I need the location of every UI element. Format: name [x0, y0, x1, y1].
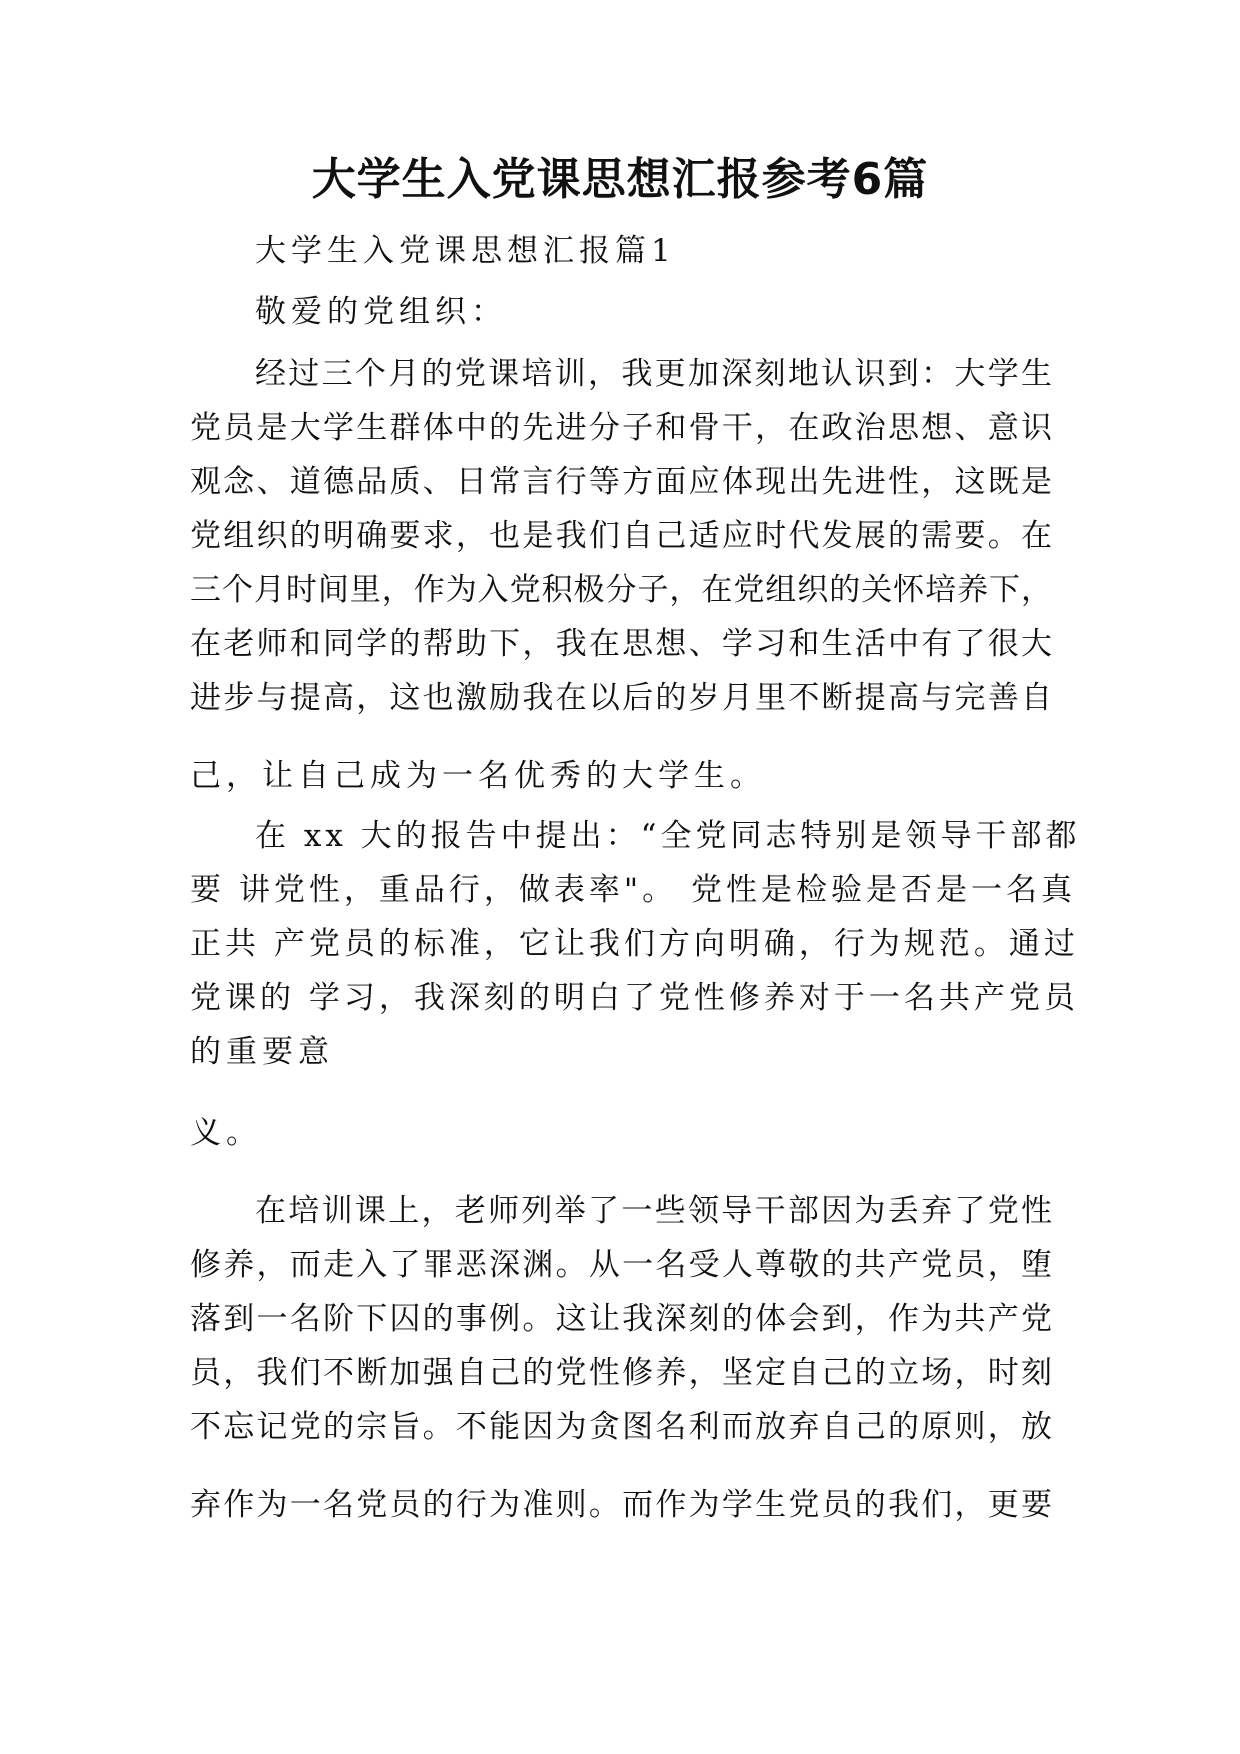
- paragraph-1-line: 三个月时间里，作为入党积极分子，在党组织的关怀培养下，: [190, 572, 1052, 608]
- salutation: 敬爱的党组织：: [255, 294, 507, 330]
- paragraph-1-line: 党员是大学生群体中的先进分子和骨干，在政治思想、意识: [190, 410, 1052, 446]
- paragraph-1-line: 进步与提高，这也激励我在以后的岁月里不断提高与完善自: [190, 680, 1052, 716]
- paragraph-3-line: 修养，而走入了罪恶深渊。从一名受人尊敬的共产党员，堕: [190, 1247, 1052, 1283]
- paragraph-2-line: 党课的 学习，我深刻的明白了党性修养对于一名共产党员: [190, 980, 1079, 1016]
- paragraph-2-line: 在 xx 大的报告中提出：“全党同志特别是领导干部都: [255, 818, 1081, 854]
- paragraph-1-line: 经过三个月的党课培训，我更加深刻地认识到：大学生: [255, 356, 1052, 392]
- paragraph-2-line: 正共 产党员的标准，它让我们方向明确，行为规范。通过: [190, 926, 1079, 962]
- paragraph-3-line: 不忘记党的宗旨。不能因为贪图名利而放弃自己的原则，放: [190, 1409, 1052, 1445]
- paragraph-2-line: 要 讲党性，重品行，做表率"。 党性是检验是否是一名真: [190, 872, 1076, 908]
- paragraph-1-line: 在老师和同学的帮助下，我在思想、学习和生活中有了很大: [190, 626, 1052, 662]
- paragraph-1-line: 己，让自己成为一名优秀的大学生。: [190, 758, 766, 794]
- paragraph-1-line: 党组织的明确要求，也是我们自己适应时代发展的需要。在: [190, 518, 1052, 554]
- paragraph-2-line: 义。: [190, 1115, 262, 1151]
- paragraph-3-line: 员，我们不断加强自己的党性修养，坚定自己的立场，时刻: [190, 1355, 1052, 1391]
- paragraph-1-line: 观念、道德品质、日常言行等方面应体现出先进性，这既是: [190, 464, 1052, 500]
- document-title: 大学生入党课思想汇报参考6篇: [311, 154, 929, 205]
- paragraph-2-line: 的重要意: [190, 1034, 334, 1070]
- section-heading: 大学生入党课思想汇报篇1: [255, 233, 676, 269]
- paragraph-3-line: 落到一名阶下囚的事例。这让我深刻的体会到，作为共产党: [190, 1301, 1052, 1337]
- paragraph-3-line: 在培训课上，老师列举了一些领导干部因为丢弃了党性: [255, 1193, 1052, 1229]
- paragraph-3-line: 弃作为一名党员的行为准则。而作为学生党员的我们，更要: [190, 1487, 1052, 1523]
